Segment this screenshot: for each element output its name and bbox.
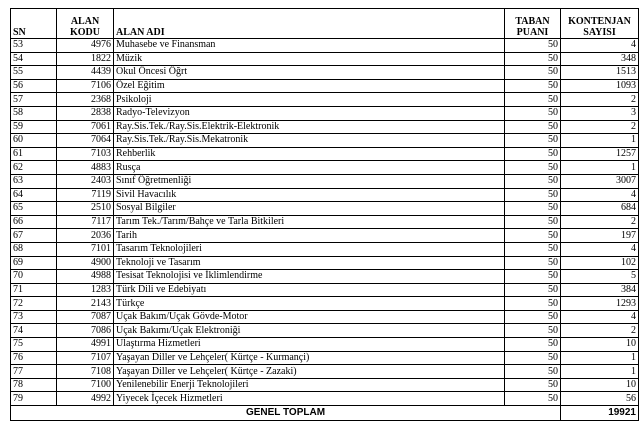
- cell-alan-kodu: 7101: [57, 242, 114, 256]
- cell-alan-kodu: 1283: [57, 283, 114, 297]
- table-row: [11, 202, 639, 216]
- cell-alan-kodu: 7100: [57, 378, 114, 392]
- cell-sn: 76: [11, 351, 57, 365]
- header-alan-kodu-line1: ALAN: [70, 16, 100, 27]
- cell-sn: 59: [11, 120, 57, 134]
- cell-taban-puani: 50: [505, 174, 561, 188]
- cell-alan-kodu: 4988: [57, 270, 114, 284]
- cell-kontenjan: 2: [561, 93, 639, 107]
- cell-kontenjan: 2: [561, 324, 639, 338]
- cell-kontenjan: 4: [561, 188, 639, 202]
- cell-alan-adi: Radyo-Televizyon: [114, 106, 505, 120]
- table-row: [11, 270, 639, 284]
- cell-taban-puani: 50: [505, 270, 561, 284]
- cell-taban-puani: 50: [505, 310, 561, 324]
- cell-taban-puani: 50: [505, 392, 561, 406]
- table-row: [11, 120, 639, 134]
- cell-sn: 56: [11, 79, 57, 93]
- cell-sn: 70: [11, 270, 57, 284]
- cell-sn: 63: [11, 174, 57, 188]
- cell-kontenjan: 684: [561, 202, 639, 216]
- cell-alan-kodu: 4992: [57, 392, 114, 406]
- cell-alan-adi: Tasarım Teknolojileri: [114, 242, 505, 256]
- header-alan-kodu: [57, 9, 114, 39]
- cell-sn: 61: [11, 147, 57, 161]
- cell-taban-puani: 50: [505, 297, 561, 311]
- cell-alan-kodu: 7103: [57, 147, 114, 161]
- total-row: [11, 406, 639, 421]
- cell-kontenjan: 384: [561, 283, 639, 297]
- table-row: [11, 256, 639, 270]
- header-taban-line2: PUANI: [516, 27, 549, 38]
- total-label: GENEL TOPLAM: [11, 406, 561, 421]
- cell-alan-kodu: 7107: [57, 351, 114, 365]
- cell-taban-puani: 50: [505, 351, 561, 365]
- table-row: [11, 66, 639, 80]
- cell-taban-puani: 50: [505, 338, 561, 352]
- cell-taban-puani: 50: [505, 134, 561, 148]
- cell-taban-puani: 50: [505, 106, 561, 120]
- cell-kontenjan: 348: [561, 52, 639, 66]
- header-alan-kodu-line2: KODU: [70, 27, 100, 38]
- table-row: [11, 93, 639, 107]
- quota-table: [10, 8, 639, 421]
- cell-alan-kodu: 4900: [57, 256, 114, 270]
- cell-alan-adi: Teknoloji ve Tasarım: [114, 256, 505, 270]
- cell-taban-puani: 50: [505, 365, 561, 379]
- table-row: [11, 242, 639, 256]
- cell-sn: 55: [11, 66, 57, 80]
- cell-alan-adi: Rusça: [114, 161, 505, 175]
- cell-alan-kodu: 4991: [57, 338, 114, 352]
- table-row: [11, 378, 639, 392]
- cell-alan-adi: Tarım Tek./Tarım/Bahçe ve Tarla Bitkileri: [114, 215, 505, 229]
- cell-sn: 53: [11, 39, 57, 53]
- cell-kontenjan: 3: [561, 106, 639, 120]
- cell-alan-adi: Ulaştırma Hizmetleri: [114, 338, 505, 352]
- cell-alan-kodu: 4439: [57, 66, 114, 80]
- header-kontenjan-sayisi: [561, 9, 639, 39]
- cell-taban-puani: 50: [505, 283, 561, 297]
- cell-taban-puani: 50: [505, 188, 561, 202]
- cell-taban-puani: 50: [505, 161, 561, 175]
- cell-alan-kodu: 7064: [57, 134, 114, 148]
- cell-alan-adi: Ray.Sis.Tek./Ray.Sis.Mekatronik: [114, 134, 505, 148]
- cell-alan-adi: Tesisat Teknolojisi ve İklimlendirme: [114, 270, 505, 284]
- cell-taban-puani: 50: [505, 52, 561, 66]
- cell-kontenjan: 56: [561, 392, 639, 406]
- cell-taban-puani: 50: [505, 93, 561, 107]
- cell-alan-kodu: 2143: [57, 297, 114, 311]
- cell-alan-kodu: 7119: [57, 188, 114, 202]
- cell-kontenjan: 3007: [561, 174, 639, 188]
- cell-sn: 71: [11, 283, 57, 297]
- cell-alan-adi: Uçak Bakımı/Uçak Elektroniği: [114, 324, 505, 338]
- cell-alan-adi: Tarih: [114, 229, 505, 243]
- cell-alan-adi: Sivil Havacılık: [114, 188, 505, 202]
- cell-kontenjan: 1293: [561, 297, 639, 311]
- cell-kontenjan: 5: [561, 270, 639, 284]
- header-alan-adi: ALAN ADI: [114, 9, 505, 39]
- header-taban-puani: [505, 9, 561, 39]
- cell-kontenjan: 1257: [561, 147, 639, 161]
- cell-alan-adi: Okul Öncesi Öğrt: [114, 66, 505, 80]
- cell-kontenjan: 1: [561, 134, 639, 148]
- cell-kontenjan: 2: [561, 215, 639, 229]
- table-row: [11, 392, 639, 406]
- table-row: [11, 283, 639, 297]
- cell-alan-kodu: 4883: [57, 161, 114, 175]
- table-row: [11, 310, 639, 324]
- cell-taban-puani: 50: [505, 378, 561, 392]
- cell-sn: 65: [11, 202, 57, 216]
- header-kontenjan-line1: KONTENJAN: [568, 16, 631, 27]
- cell-alan-kodu: 7108: [57, 365, 114, 379]
- cell-alan-adi: Uçak Bakım/Uçak Gövde-Motor: [114, 310, 505, 324]
- header-row: [11, 9, 639, 39]
- cell-sn: 75: [11, 338, 57, 352]
- cell-alan-kodu: 7086: [57, 324, 114, 338]
- cell-alan-kodu: 7061: [57, 120, 114, 134]
- cell-alan-kodu: 2368: [57, 93, 114, 107]
- table-row: [11, 215, 639, 229]
- cell-sn: 78: [11, 378, 57, 392]
- table-row: [11, 134, 639, 148]
- cell-kontenjan: 4: [561, 39, 639, 53]
- cell-sn: 67: [11, 229, 57, 243]
- cell-alan-kodu: 2510: [57, 202, 114, 216]
- cell-sn: 54: [11, 52, 57, 66]
- cell-kontenjan: 1: [561, 365, 639, 379]
- cell-alan-adi: Rehberlik: [114, 147, 505, 161]
- cell-alan-adi: Özel Eğitim: [114, 79, 505, 93]
- cell-kontenjan: 1: [561, 351, 639, 365]
- cell-alan-kodu: 7087: [57, 310, 114, 324]
- table-row: [11, 324, 639, 338]
- cell-alan-adi: Yiyecek İçecek Hizmetleri: [114, 392, 505, 406]
- cell-sn: 66: [11, 215, 57, 229]
- table-row: [11, 338, 639, 352]
- table-row: [11, 188, 639, 202]
- cell-alan-adi: Türkçe: [114, 297, 505, 311]
- cell-alan-adi: Psikoloji: [114, 93, 505, 107]
- table-row: [11, 297, 639, 311]
- cell-alan-adi: Yaşayan Diller ve Lehçeler( Kürtçe - Kurmançi): [114, 351, 505, 365]
- header-taban-line1: TABAN: [515, 16, 550, 27]
- table-row: [11, 365, 639, 379]
- cell-taban-puani: 50: [505, 39, 561, 53]
- cell-alan-kodu: 2403: [57, 174, 114, 188]
- cell-kontenjan: 197: [561, 229, 639, 243]
- cell-kontenjan: 1513: [561, 66, 639, 80]
- cell-sn: 79: [11, 392, 57, 406]
- cell-kontenjan: 1093: [561, 79, 639, 93]
- cell-kontenjan: 10: [561, 338, 639, 352]
- cell-sn: 72: [11, 297, 57, 311]
- cell-taban-puani: 50: [505, 324, 561, 338]
- cell-alan-adi: Sınıf Öğretmenliği: [114, 174, 505, 188]
- table-row: [11, 39, 639, 53]
- cell-alan-adi: Yenilenebilir Enerji Teknolojileri: [114, 378, 505, 392]
- cell-alan-kodu: 1822: [57, 52, 114, 66]
- header-sn: SN: [11, 9, 57, 39]
- cell-kontenjan: 10: [561, 378, 639, 392]
- cell-alan-adi: Türk Dili ve Edebiyatı: [114, 283, 505, 297]
- cell-alan-adi: Ray.Sis.Tek./Ray.Sis.Elektrik-Elektronik: [114, 120, 505, 134]
- cell-alan-kodu: 7106: [57, 79, 114, 93]
- cell-sn: 60: [11, 134, 57, 148]
- cell-alan-kodu: 2838: [57, 106, 114, 120]
- table-row: [11, 174, 639, 188]
- cell-alan-adi: Sosyal Bilgiler: [114, 202, 505, 216]
- table-body: [11, 39, 639, 406]
- header-kontenjan-line2: SAYISI: [583, 27, 616, 38]
- cell-alan-adi: Müzik: [114, 52, 505, 66]
- cell-sn: 62: [11, 161, 57, 175]
- cell-taban-puani: 50: [505, 79, 561, 93]
- table-row: [11, 161, 639, 175]
- total-value: 19921: [561, 406, 639, 421]
- cell-alan-adi: Yaşayan Diller ve Lehçeler( Kürtçe - Zazaki): [114, 365, 505, 379]
- cell-sn: 57: [11, 93, 57, 107]
- cell-taban-puani: 50: [505, 215, 561, 229]
- cell-kontenjan: 2: [561, 120, 639, 134]
- table-row: [11, 106, 639, 120]
- cell-sn: 68: [11, 242, 57, 256]
- cell-taban-puani: 50: [505, 202, 561, 216]
- cell-kontenjan: 102: [561, 256, 639, 270]
- table-row: [11, 351, 639, 365]
- table-row: [11, 229, 639, 243]
- cell-taban-puani: 50: [505, 66, 561, 80]
- cell-sn: 73: [11, 310, 57, 324]
- table-row: [11, 79, 639, 93]
- cell-sn: 64: [11, 188, 57, 202]
- cell-sn: 74: [11, 324, 57, 338]
- table-row: [11, 52, 639, 66]
- cell-alan-kodu: 4976: [57, 39, 114, 53]
- cell-alan-adi: Muhasebe ve Finansman: [114, 39, 505, 53]
- cell-alan-kodu: 7117: [57, 215, 114, 229]
- cell-sn: 77: [11, 365, 57, 379]
- cell-taban-puani: 50: [505, 120, 561, 134]
- cell-alan-kodu: 2036: [57, 229, 114, 243]
- cell-kontenjan: 1: [561, 161, 639, 175]
- cell-taban-puani: 50: [505, 256, 561, 270]
- cell-taban-puani: 50: [505, 229, 561, 243]
- cell-kontenjan: 4: [561, 310, 639, 324]
- cell-sn: 58: [11, 106, 57, 120]
- cell-taban-puani: 50: [505, 147, 561, 161]
- cell-sn: 69: [11, 256, 57, 270]
- table-row: [11, 147, 639, 161]
- cell-taban-puani: 50: [505, 242, 561, 256]
- cell-kontenjan: 4: [561, 242, 639, 256]
